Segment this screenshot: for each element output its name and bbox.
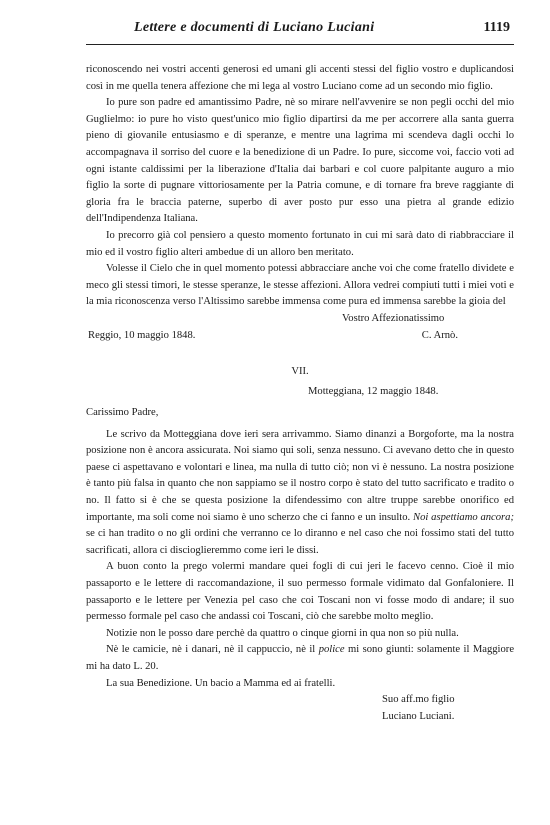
letter7-p4-text: Nè le camicie, nè i danari, nè il cappuccio, nè il [106, 644, 316, 656]
letter7-paragraph: Notizie non le posso dare perchè da quattro o cinque giorni in qua non so più nulla. [106, 627, 459, 639]
letter6-paragraph: Volesse il Cielo che in quel momento potessi abbracciare anche voi che come fratello dividete e meco gli stessi timori, le stesse speranze, le stesse affezioni. Allora vedrei compiuti tutti i miei voti e la mia riconoscenza verso l'Altissimo sarebbe immensa come pura ed immensa sarebbe la gioia del [86, 263, 514, 308]
header-title: Lettere e documenti di Luciano Luciani [134, 20, 375, 35]
letter7-closing: Suo aff.mo figlio [382, 694, 455, 706]
letter7-paragraph: A buon conto la prego volermi mandare quei fogli di cui jeri le facevo cenno. Cioè il mio passaporto e le lettere di raccomandazione, il suo permesso formale vidimato dal Gonfaloniere. Il passaporto e le lettere per Venezia pel caso che coi Toscani non vi fosse modo di andare; il suo permesso formale pel caso che andassi coi Toscani, ciò che sarebbe molto meglio. [86, 561, 514, 623]
letter7-p1-end: se ci han tradito o no gli ordini che verranno ce lo diranno e nel caso che noi fossimo stati del tutto sacrificati, allora ci discioglieremmo come ieri le dissi. [86, 528, 514, 556]
letter7-signature: Luciano Luciani. [382, 710, 455, 722]
letter7-paragraph [86, 642, 514, 675]
letter6-paragraph: riconoscendo nei vostri accenti generosi ed umani gli accenti stessi del figlio vostro e duplicandosi così in me quella tenera affezione che mi lega al vostro Luciano come ad un secondo mio figlio. [86, 64, 514, 92]
letter7-p1-text: Le scrivo da Motteggiana dove ieri sera arrivammo. Siamo dinanzi a Borgoforte, ma la nostra posizione non è ancora assicurata. Noi siamo qui soli, senza nessuno. Ci avevano detto che in questo paese ci aspettavano e volontari e linea, ma nulla di tutto ciò; non vi è nessuno. La nostra posizione è tanto più falsa in quanto che non sappiamo se il nostro corpo è stato del tutto sacrificato e tradito o no. Il fatto si è che se questa posizione la difendessimo con altre truppe sarebbe onorifico ed importante, ma soli come noi siamo è uno scherzo che ci fanno e un insulto. [86, 428, 514, 523]
letter6-date: Reggio, 10 maggio 1848. [88, 329, 196, 341]
letter7-salutation: Carissimo Padre, [86, 406, 159, 418]
letter6-paragraph: Io pure son padre ed amantissimo Padre, nè so mirare nell'avvenire se non pegli occhi del mio Guglielmo: io pure ho visto quest'unico mio figlio dipartirsi da me per accorrere alla santa guerra pieno di giovanile entusiasmo e di speranze, e mentre una lagrima mi scendeva dagli occhi lo accompagnava il sorriso del cuore e la benedizione di un Padre. Io pure, siccome voi, faccio voti ad ogni istante caldissimi per la liberazione d'Italia dai barbari e col cuore palpitante auguro a mio figlio la sorte di pugnare vittoriosamente per la Patria comune, e di tornare fra breve raggiante di gloria fra le braccia paterne, superbo di aver posto pur esso una pietra al grande edizio dell'Indipendenza Italiana. [86, 97, 514, 225]
letter6-paragraph: Io precorro già col pensiero a questo momento fortunato in cui mi sarà dato di riabbracciare il mio ed il vostro figlio alteri ambedue di un alloro ben meritato. [86, 229, 514, 258]
letter7-p4-end: mi sono giunti: solamente il Maggiore mi ha dato L. 20. [86, 644, 515, 672]
running-header [86, 18, 514, 45]
letter6-valediction: Vostro Affezionatissimo [342, 312, 445, 324]
letter7-place-date: Motteggiana, 12 maggio 1848. [308, 386, 439, 398]
letter7-paragraph: La sua Benedizione. Un bacio a Mamma ed ai fratelli. [106, 677, 336, 689]
letter6-signature: C. Arnò. [421, 329, 458, 341]
letter7-p1-italic: Noi aspettiamo ancora; [413, 511, 515, 523]
letter7-paragraph [86, 427, 514, 560]
letter6-date-signature [86, 328, 514, 345]
section-numeral: VII. [291, 366, 309, 378]
page-number: 1119 [483, 20, 510, 35]
page-body [86, 62, 514, 725]
letter7-p4-italic: police [318, 644, 345, 656]
